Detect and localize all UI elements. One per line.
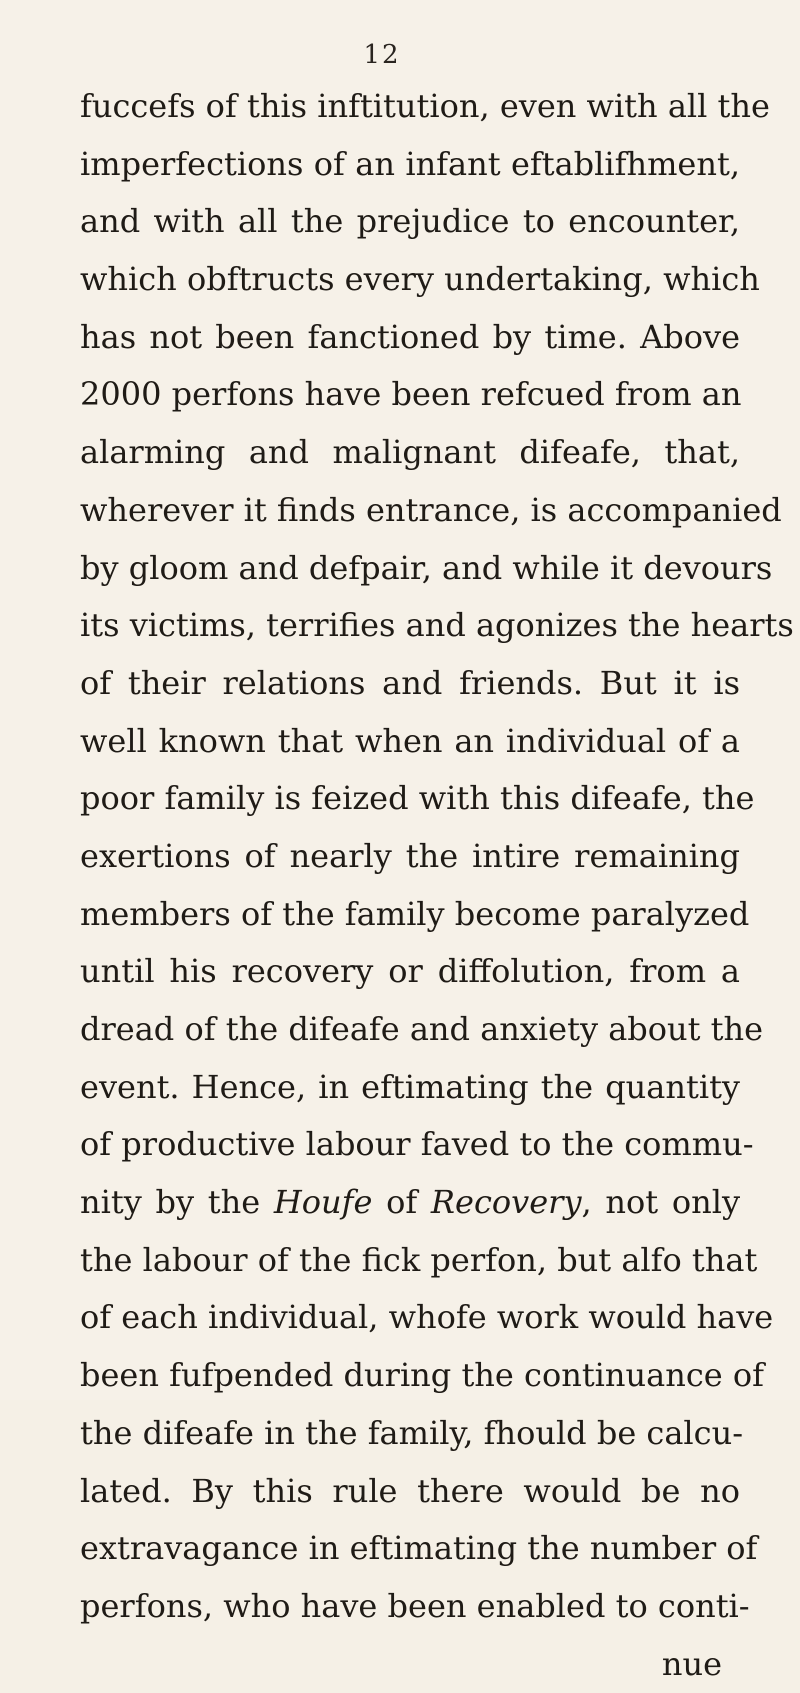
page-number: 12 [363, 40, 401, 70]
text-line [80, 886, 750, 944]
text-segment: well known that when an individual of a [80, 721, 740, 760]
text-segment: been fufpended during the continuance of [80, 1356, 764, 1395]
text-line [80, 770, 755, 828]
text-line [80, 251, 760, 309]
text-segment: of [372, 1183, 431, 1222]
text-line [80, 309, 740, 367]
text-line [80, 1059, 740, 1117]
text-segment: and with all the prejudice to encounter, [80, 202, 740, 241]
text-line [80, 136, 740, 194]
text-segment: imperfections of an infant eftablifhment, [80, 144, 740, 183]
text-segment: of their relations and friends. But it is [80, 663, 740, 702]
text-segment: the difeafe in the family, fhould be calcu- [80, 1413, 743, 1452]
text-line [80, 540, 773, 598]
text-line [80, 78, 770, 136]
text-segment: poor family is feized with this difeafe, the [80, 779, 755, 818]
text-line [80, 424, 740, 482]
text-line [80, 655, 740, 713]
text-segment: nity by the [80, 1183, 274, 1222]
text-segment: fuccefs of this inftitution, even with all the [80, 87, 770, 125]
text-line [80, 828, 740, 886]
text-segment: wherever it finds entrance, is accompanied [80, 490, 782, 529]
text-segment: alarming and malignant difeafe, that, [80, 433, 740, 472]
text-segment: dread of the difeafe and anxiety about the [80, 1010, 764, 1048]
text-segment: members of the family become paralyzed [80, 894, 750, 933]
text-segment: the labour of the fick perfon, but alfo that [80, 1240, 758, 1279]
text-line [80, 943, 740, 1001]
text-segment: perfons, who have been enabled to conti- [80, 1586, 750, 1625]
text-segment: exertions of nearly the intire remaining [80, 836, 740, 875]
text-segment: , not only [581, 1183, 741, 1222]
text-line [80, 193, 740, 251]
text-line [80, 1463, 740, 1521]
text-segment: until his recovery or diffolution, from a [80, 952, 740, 991]
text-segment: event. Hence, in eftimating the quantity [80, 1067, 740, 1106]
text-line [80, 1520, 758, 1578]
text-segment: 2000 perfons have been refcued from an [80, 375, 742, 414]
text-line [80, 713, 740, 771]
catchword: nue [661, 1644, 722, 1683]
italic-text: Houfe [273, 1183, 373, 1222]
body-text [80, 78, 794, 1693]
text-segment: which obftructs every undertaking, which [80, 260, 760, 299]
text-line [80, 1174, 740, 1232]
text-segment: has not been fanctioned by time. Above [80, 317, 740, 356]
text-segment: extravagance in eftimating the number of [80, 1529, 758, 1568]
text-segment: by gloom and defpair, and while it devours [80, 548, 773, 587]
text-segment: lated. By this rule there would be no [80, 1471, 740, 1510]
text-segment: of each individual, whofe work would have [80, 1298, 774, 1337]
text-line [80, 1289, 774, 1347]
text-line [80, 1405, 743, 1463]
text-segment: its victims, terrifies and agonizes the hearts [80, 606, 794, 645]
text-line [80, 1001, 764, 1059]
text-line [80, 1116, 754, 1174]
text-line [80, 366, 740, 424]
text-line [80, 1347, 764, 1405]
text-segment: of productive labour faved to the commu- [80, 1125, 754, 1164]
text-line [80, 1578, 750, 1636]
italic-text: Recovery [430, 1183, 582, 1222]
text-line [80, 482, 782, 540]
text-line [80, 1232, 758, 1290]
text-line [80, 597, 794, 655]
